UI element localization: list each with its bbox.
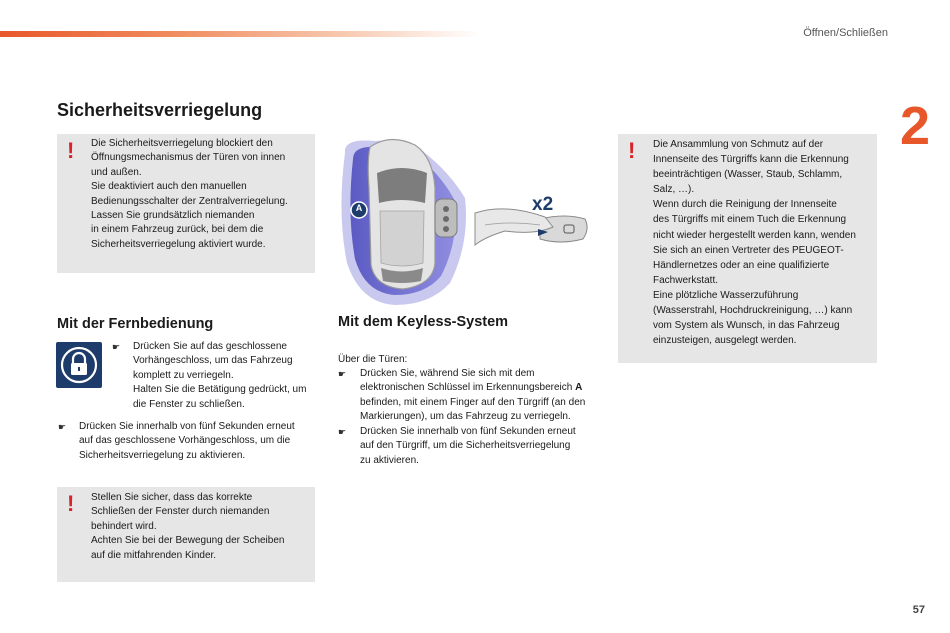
text-line: Schließen der Fenster durch niemanden (91, 506, 270, 518)
padlock-closed-icon (56, 342, 102, 388)
text-line: beeinträchtigen (Wasser, Staub, Schlamm, (653, 169, 843, 181)
hand-pointer-icon: ☛ (112, 342, 121, 352)
text-line: behindert wird. (91, 520, 157, 532)
hand-pointer-icon: ☛ (58, 422, 67, 432)
keyless-step-2 (338, 425, 598, 468)
keyless-intro: Über die Türen: (338, 354, 408, 365)
text-line: und außen. (91, 166, 142, 178)
text-line: in einem Fahrzeug zurück, bei dem die (91, 224, 264, 236)
text-line: Innenseite des Türgriffs kann die Erkennung (653, 154, 849, 166)
text-line: Eine plötzliche Wasserzuführung (653, 289, 799, 301)
remote-heading: Mit der Fernbedienung (57, 316, 214, 332)
text-line: komplett zu verriegeln. (133, 369, 234, 381)
text-line: Bedienungsschalter der Zentralverriegelung. (91, 195, 288, 207)
zone-reference: A (575, 382, 583, 394)
zone-label-a: A (355, 203, 363, 213)
text-line: Lassen Sie grundsätzlich niemanden (91, 210, 255, 222)
text-line: Fachwerkstatt. (653, 274, 719, 286)
text-line: Die Ansammlung von Schmutz auf der (653, 139, 824, 150)
text-line: Sicherheitsverriegelung aktiviert wurde. (91, 238, 266, 250)
text-line: zu aktivieren. (360, 454, 419, 466)
intro-warning-box (57, 134, 315, 273)
hand-pointer-icon: ☛ (338, 427, 347, 437)
page-title: Sicherheitsverriegelung (57, 100, 263, 120)
text-line: auf das geschlossene Vorhängeschloss, um die (79, 435, 291, 447)
text-line: Öffnungsmechanismus der Türen von innen (91, 152, 286, 164)
text-line (360, 381, 598, 395)
text-line: Vorhängeschloss, um das Fahrzeug (133, 355, 293, 367)
right-warning-box (618, 134, 877, 363)
keyless-heading: Mit dem Keyless-System (338, 314, 509, 330)
text-line: Drücken Sie, während Sie sich mit dem (360, 368, 535, 379)
press-count-label: x2 (532, 194, 554, 215)
text-line: nicht wieder hergestellt werden kann, wenden (653, 229, 856, 241)
text-line: vom System als Wunsch, in das Fahrzeug (653, 320, 840, 332)
right-warning-text (653, 137, 875, 348)
remote-warning-text (91, 491, 313, 563)
text-line: Sie sich an einen Vertreter des PEUGEOT- (653, 244, 844, 256)
text-line: die Fenster zu schließen. (133, 398, 245, 410)
text-line: Achten Sie bei der Bewegung der Scheiben (91, 535, 285, 547)
text-line: Sie deaktiviert auch den manuellen (91, 181, 247, 193)
text-line: Drücken Sie auf das geschlossene (133, 341, 287, 352)
warning-icon: ! (628, 138, 636, 163)
text-line: Markierungen), um das Fahrzeug zu verriegeln. (360, 411, 571, 423)
keyless-illustration (335, 133, 600, 313)
text-line: Wenn durch die Reinigung der Innenseite (653, 199, 837, 211)
warning-icon: ! (67, 491, 75, 516)
text-line: Halten Sie die Betätigung gedrückt, um (133, 384, 307, 396)
section-title: Öffnen/Schließen (803, 27, 888, 39)
hand-pointer-icon: ☛ (338, 369, 347, 379)
warning-icon: ! (67, 138, 75, 163)
text-line: (Wasserstrahl, Hochdruckreinigung, …) kann (653, 305, 853, 317)
text-line: Stellen Sie sicher, dass das korrekte (91, 492, 253, 503)
chapter-number: 2 (899, 96, 930, 156)
text-line: des Türgriffs mit einem Tuch die Erkennung (653, 214, 847, 226)
text-line: einzusteigen, ausgelegt werden. (653, 335, 797, 347)
remote-warning-box (57, 487, 315, 582)
keyless-step-1 (338, 367, 598, 425)
text-line: auf die mitfahrenden Kinder. (91, 549, 217, 561)
text-line: Die Sicherheitsverriegelung blockiert den (91, 138, 273, 149)
text-line-part: elektronischen Schlüssel im Erkennungsbereich (360, 382, 573, 394)
text-line: Händlernetzes oder an eine qualifizierte (653, 259, 830, 271)
intro-warning-text (91, 137, 313, 252)
header-accent-bar (0, 31, 480, 37)
remote-step-2 (58, 420, 318, 463)
text-line: Sicherheitsverriegelung zu aktivieren. (79, 449, 246, 461)
text-line: befinden, mit einem Finger auf den Türgriff (an den (360, 396, 586, 408)
text-line: Drücken Sie innerhalb von fünf Sekunden erneut (79, 421, 295, 432)
text-line: Drücken Sie innerhalb von fünf Sekunden erneut (360, 426, 576, 437)
page-number: 57 (912, 604, 925, 616)
remote-step-1 (112, 340, 317, 412)
text-line: Salz, …). (653, 184, 695, 196)
text-line: auf den Türgriff, um die Sicherheitsverriegelung (360, 440, 571, 452)
